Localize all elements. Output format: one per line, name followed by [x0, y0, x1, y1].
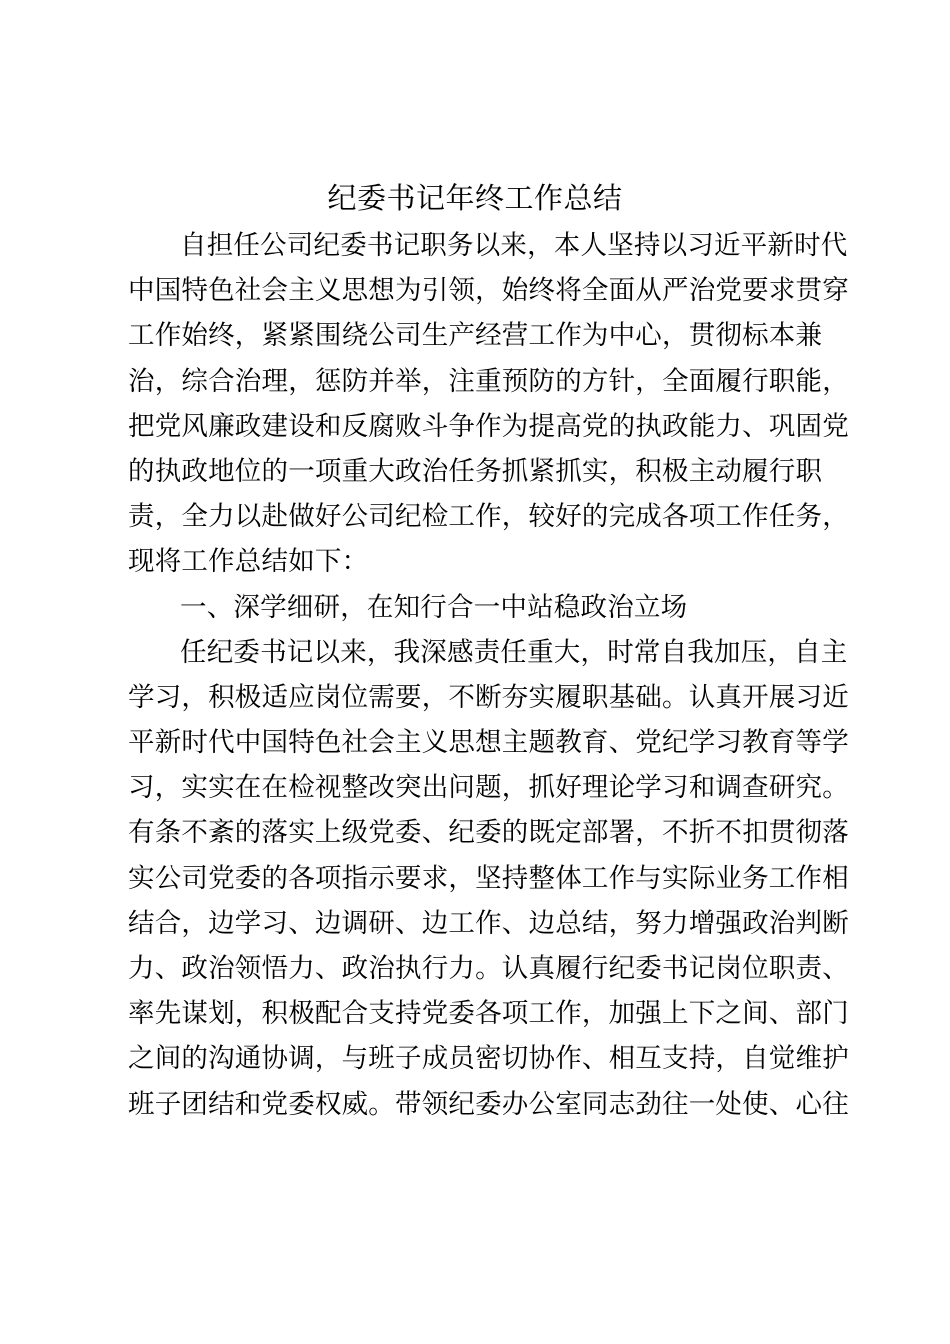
intro-paragraph-line: 工作始终，紧紧围绕公司生产经营工作为中心，贯彻标本兼 — [128, 320, 823, 352]
section-paragraph-line: 之间的沟通协调，与班子成员密切协作、相互支持，自觉维护 — [128, 1043, 849, 1075]
intro-paragraph-line: 把党风廉政建设和反腐败斗争作为提高党的执政能力、巩固党 — [128, 410, 849, 442]
section-paragraph-line: 习，实实在在检视整改突出问题，抓好理论学习和调查研究。 — [128, 772, 849, 804]
section-paragraph-line: 班子团结和党委权威。带领纪委办公室同志劲往一处使、心往 — [128, 1088, 849, 1120]
section-paragraph-line: 实公司党委的各项指示要求，坚持整体工作与实际业务工作相 — [128, 862, 849, 894]
intro-paragraph-line: 责，全力以赴做好公司纪检工作，较好的完成各项工作任务， — [128, 501, 849, 533]
intro-paragraph-line: 治，综合治理，惩防并举，注重预防的方针，全面履行职能， — [128, 365, 849, 397]
document-title: 纪委书记年终工作总结 — [327, 181, 623, 215]
section-paragraph-line: 力、政治领悟力、政治执行力。认真履行纪委书记岗位职责、 — [128, 953, 849, 984]
intro-paragraph-line: 现将工作总结如下： — [128, 546, 369, 578]
section-paragraph-line: 平新时代中国特色社会主义思想主题教育、党纪学习教育等学 — [128, 727, 849, 759]
section-paragraph-line: 有条不紊的落实上级党委、纪委的既定部署，不折不扣贯彻落 — [128, 817, 849, 849]
section-paragraph-line: 任纪委书记以来，我深感责任重大，时常自我加压，自主 — [180, 636, 848, 668]
document-body — [128, 223, 849, 1127]
section-paragraph-line: 结合，边学习、边调研、边工作、边总结，努力增强政治判断 — [128, 907, 849, 939]
intro-paragraph-line: 的执政地位的一项重大政治任务抓紧抓实，积极主动履行职 — [128, 455, 823, 487]
intro-paragraph-line: 自担任公司纪委书记职务以来，本人坚持以习近平新时代 — [180, 230, 848, 261]
section-paragraph-line: 学习，积极适应岗位需要，不断夯实履职基础。认真开展习近 — [128, 681, 849, 713]
section-paragraph-line: 率先谋划，积极配合支持党委各项工作，加强上下之间、部门 — [128, 998, 849, 1030]
intro-paragraph-line: 中国特色社会主义思想为引领，始终将全面从严治党要求贯穿 — [128, 275, 849, 307]
section-heading: 一、深学细研，在知行合一中站稳政治立场 — [180, 591, 688, 623]
